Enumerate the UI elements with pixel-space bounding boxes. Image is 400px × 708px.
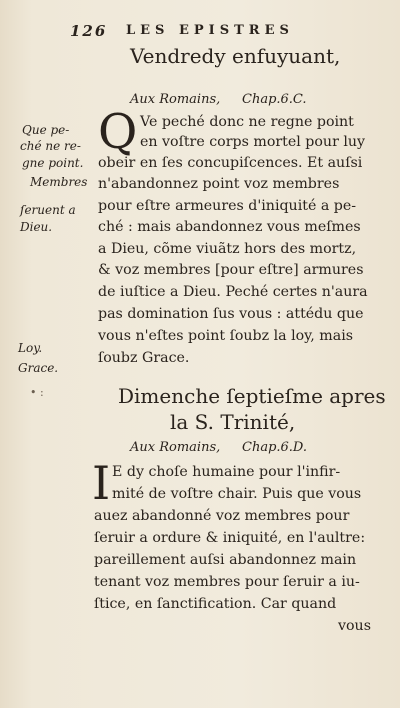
catchword: vous: [338, 618, 371, 634]
epistle-source: Aux Romains,: [130, 440, 221, 455]
text-line: ſeruir a ordure & iniquité, en l'aultre:: [94, 530, 366, 546]
marginal-note: ché ne re-: [20, 139, 81, 153]
text-line: & voz membres [pour eſtre] armures: [98, 262, 364, 278]
epistle-source: Aux Romains,: [130, 92, 221, 107]
text-line: vous n'eſtes point ſoubz la loy, mais: [98, 328, 354, 344]
section-title-sunday: Dimenche ſeptieſme apres: [118, 384, 386, 408]
section-title-sunday-line2: la S. Trinité,: [170, 410, 296, 434]
drop-capital: I: [92, 456, 111, 510]
marginal-note: Dieu.: [20, 220, 53, 234]
page-header: [70, 22, 380, 42]
text-line: pareillement auſsi abandonnez main: [94, 552, 357, 568]
text-line: de iuſtice a Dieu. Peché certes n'aura: [98, 284, 368, 300]
text-line: a Dieu, cõme viuãtz hors des mortz,: [98, 241, 357, 257]
marginal-note: Membres: [30, 175, 88, 189]
text-line: ſtice, en ſanctification. Car quand: [94, 596, 337, 612]
text-line: pas domination ſus vous : attédu que: [98, 306, 364, 322]
text-line: ché : mais abandonnez vous meſmes: [98, 219, 361, 235]
text-line: ſoubz Grace.: [98, 350, 190, 366]
text-line: auez abandonné voz membres pour: [94, 508, 350, 524]
marginal-note: Grace.: [18, 361, 59, 375]
text-line: en voſtre corps mortel pour luy: [140, 134, 366, 150]
text-line: pour eſtre armeures d'iniquité a pe-: [98, 198, 357, 214]
text-line: n'abandonnez point voz membres: [98, 176, 340, 192]
marginal-note: ſeruent a: [20, 203, 76, 217]
text-line: E dy choſe humaine pour l'infir-: [112, 464, 341, 480]
ink-speck: • :: [30, 386, 44, 399]
text-line: tenant voz membres pour ſeruir a iu-: [94, 574, 360, 590]
marginal-note: Loy.: [18, 341, 43, 355]
page-number: 126: [70, 22, 108, 40]
drop-capital: Q: [98, 104, 138, 160]
text-line: mité de voſtre chair. Puis que vous: [112, 486, 362, 502]
epistle-chapter: Chap.6.D.: [242, 440, 308, 455]
text-line: Ve peché donc ne regne point: [140, 114, 354, 130]
marginal-note: gne point.: [22, 156, 84, 170]
running-title: LES EPISTRES: [126, 23, 294, 38]
epistle-chapter: Chap.6.C.: [242, 92, 307, 107]
section-title-friday: Vendredy enfuyuant,: [130, 44, 341, 68]
text-line: obeir en ſes concupiſcences. Et auſsi: [98, 155, 363, 171]
marginal-note: Que pe-: [22, 123, 70, 137]
